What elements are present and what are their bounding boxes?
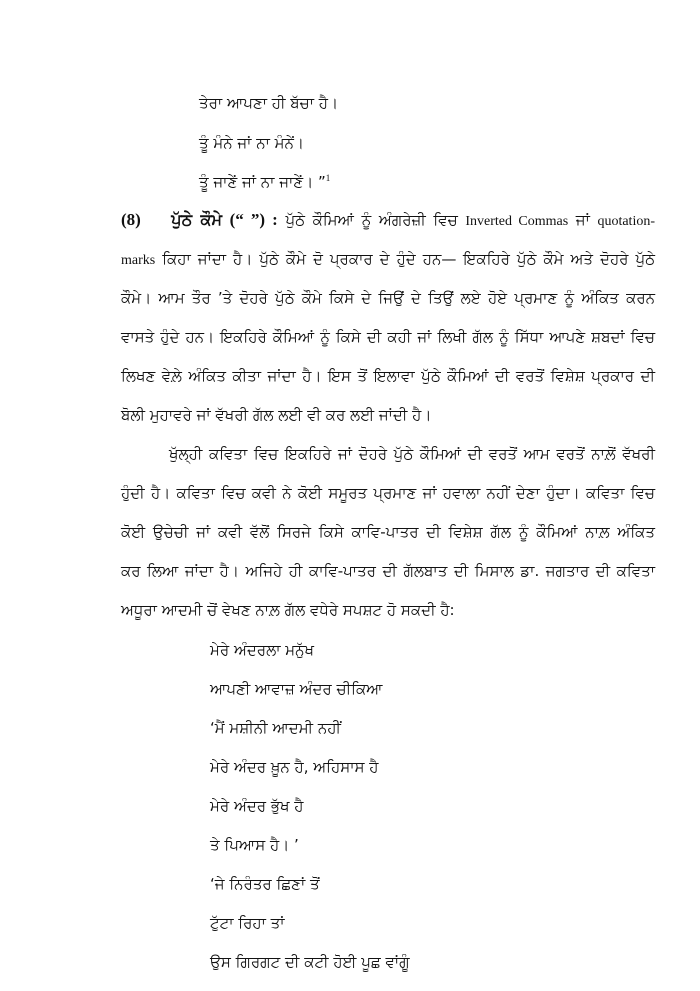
para-line: ਵਾਸਤੇ ਹੁੰਦੇ ਹਨ। ਇਕਹਿਰੇ ਕੌਮਿਆਂ ਨੂੰ ਕਿਸੇ ਦੀ ਕਹੀ ਜਾਂ ਲਿਖੀ ਗੱਲ ਨੂੰ ਸਿੱਧਾ ਆਪਣੇ ਸ਼ਬਦਾਂ ਵਿਚ <box>121 328 655 346</box>
english-term: Inverted Commas <box>465 214 569 229</box>
footnote-ref: 1 <box>325 173 331 183</box>
poem-line: ਟੁੱਟਾ ਰਿਹਾ ਤਾਂ <box>210 914 285 932</box>
poem-line: ਮੇਰੇ ਅੰਦਰਲਾ ਮਨੁੱਖ <box>210 641 315 659</box>
para-line: ਲਿਖਣ ਵੇਲ਼ੇ ਅੰਕਿਤ ਕੀਤਾ ਜਾਂਦਾ ਹੈ। ਇਸ ਤੋਂ ਇਲਾਵਾ ਪੁੱਠੇ ਕੌਮਿਆਂ ਦੀ ਵਰਤੋਂ ਵਿਸ਼ੇਸ਼ ਪ੍ਰਕਾਰ ਦੀ <box>121 367 655 385</box>
section-number: (8) <box>121 210 141 229</box>
poem-line: ਮੇਰੇ ਅੰਦਰ ਖ਼ੂਨ ਹੈ, ਅਹਿਸਾਸ ਹੈ <box>210 758 379 776</box>
para-line: ਅਧੂਰਾ ਆਦਮੀ ਚੋਂ ਵੇਖਣ ਨਾਲ਼ ਗੱਲ ਵਧੇਰੇ ਸਪਸ਼ਟ ਹੋ ਸਕਦੀ ਹੈ: <box>121 601 455 619</box>
quote-line: ਤੂੰ ਮੰਨੇ ਜਾਂ ਨਾ ਮੰਨੇਂ। <box>199 134 304 152</box>
para-line: ਹੁੰਦੀ ਹੈ। ਕਵਿਤਾ ਵਿਚ ਕਵੀ ਨੇ ਕੋਈ ਸਮੂਰਤ ਪ੍ਰਮਾਣ ਜਾਂ ਹਵਾਲਾ ਨਹੀਂ ਦੇਣਾ ਹੁੰਦਾ। ਕਵਿਤਾ ਵਿਚ <box>121 484 655 502</box>
english-term: marks <box>121 253 156 268</box>
english-term: quotation- <box>597 214 655 229</box>
para-line: ਖੁੱਲ੍ਹੀ ਕਵਿਤਾ ਵਿਚ ਇਕਹਿਰੇ ਜਾਂ ਦੋਹਰੇ ਪੁੱਠੇ ਕੌਮਿਆਂ ਦੀ ਵਰਤੋਂ ਆਮ ਵਰਤੋਂ ਨਾਲ਼ੋਂ ਵੱਖਰੀ <box>169 445 655 463</box>
para-line <box>121 249 655 271</box>
poem-line: ਤੇ ਪਿਆਸ ਹੈ। ’ <box>210 836 299 854</box>
quote-line-text: ਤੂੰ ਜਾਣੇਂ ਜਾਂ ਨਾ ਜਾਣੇਂ। ” <box>199 173 326 191</box>
para-line: ਕਰ ਲਿਆ ਜਾਂਦਾ ਹੈ। ਅਜਿਹੇ ਹੀ ਕਾਵਿ-ਪਾਤਰ ਦੀ ਗੱਲਬਾਤ ਦੀ ਮਿਸਾਲ ਡਾ. ਜਗਤਾਰ ਦੀ ਕਵਿਤਾ <box>121 562 655 580</box>
section-title: ਪੁੱਠੇ ਕੌਮੇ <box>171 210 222 229</box>
para-line: ਕੋਈ ਉਚੇਚੀ ਜਾਂ ਕਵੀ ਵੱਲੋਂ ਸਿਰਜੇ ਕਿਸੇ ਕਾਵਿ-ਪਾਤਰ ਦੀ ਵਿਸ਼ੇਸ਼ ਗੱਲ ਨੂੰ ਕੌਮਿਆਂ ਨਾਲ਼ ਅੰਕਿਤ <box>121 523 655 541</box>
quote-line <box>199 172 330 192</box>
poem-line: ਮੇਰੇ ਅੰਦਰ ਭੁੱਖ ਹੈ <box>210 797 304 815</box>
para-line: ਬੋਲੀ ਮੁਹਾਵਰੇ ਜਾਂ ਵੱਖਰੀ ਗੱਲ ਲਈ ਵੀ ਕਰ ਲਈ ਜਾਂਦੀ ਹੈ। <box>121 406 432 424</box>
section-heading-line <box>121 210 655 232</box>
para-text: ਕਿਹਾ ਜਾਂਦਾ ਹੈ। ਪੁੱਠੇ ਕੌਮੇ ਦੋ ਪ੍ਰਕਾਰ ਦੇ ਹੁੰਦੇ ਹਨ— ਇਕਹਿਰੇ ਪੁੱਠੇ ਕੌਮੇ ਅਤੇ ਦੋਹਰੇ ਪੁੱਠੇ <box>162 250 655 268</box>
poem-line: ‘ਮੈਂ ਮਸ਼ੀਨੀ ਆਦਮੀ ਨਹੀਂ <box>210 719 341 737</box>
poem-line: ਆਪਣੀ ਆਵਾਜ਼ ਅੰਦਰ ਚੀਕਿਆ <box>210 680 383 698</box>
poem-line: ‘ਜੇ ਨਿਰੰਤਰ ਛਿਣਾਂ ਤੋਂ <box>210 875 320 893</box>
poem-line: ਉਸ ਗਿਰਗਟ ਦੀ ਕਟੀ ਹੋਈ ਪੂਛ ਵਾਂਗੂੰ <box>210 953 410 971</box>
section-symbol: (“ ”) : <box>229 210 278 229</box>
para-text: ਜਾਂ <box>575 211 590 229</box>
para-line: ਕੌਮੇ। ਆਮ ਤੌਰ ’ਤੇ ਦੋਹਰੇ ਪੁੱਠੇ ਕੌਮੇ ਕਿਸੇ ਦੇ ਜਿਉਂ ਦੇ ਤਿਉਂ ਲਏ ਹੋਏ ਪ੍ਰਮਾਣ ਨੂੰ ਅੰਕਿਤ ਕਰਨ <box>121 289 655 307</box>
para-text: ਪੁੱਠੇ ਕੌਮਿਆਂ ਨੂੰ ਅੰਗਰੇਜ਼ੀ ਵਿਚ <box>285 211 458 229</box>
quote-line: ਤੇਰਾ ਆਪਣਾ ਹੀ ਬੱਚਾ ਹੈ। <box>199 94 339 112</box>
